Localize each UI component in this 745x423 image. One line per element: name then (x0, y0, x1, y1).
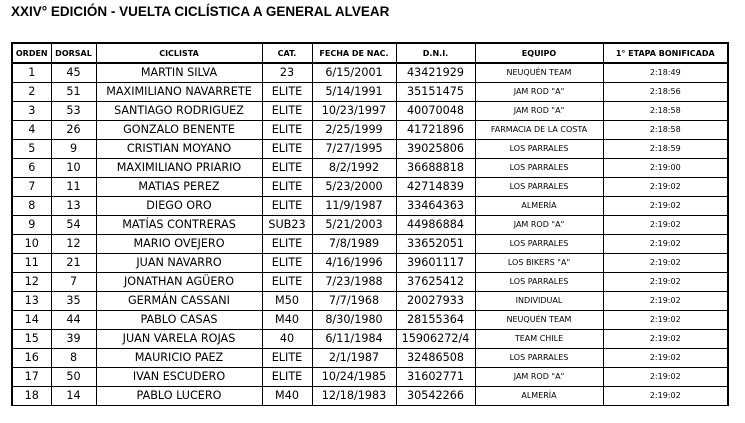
cell-orden: 14 (12, 311, 51, 330)
cell-dorsal: 45 (51, 63, 96, 83)
page-title: XXIV° EDICIÓN - VUELTA CICLÍSTICA A GENERAL ALVEAR (11, 4, 390, 19)
cell-fecha: 6/11/1984 (312, 330, 396, 349)
cell-etapa: 2:19:00 (603, 159, 728, 178)
cell-dorsal: 10 (51, 159, 96, 178)
cell-cat: ELITE (262, 178, 312, 197)
cell-dni: 33464363 (396, 197, 475, 216)
cell-dorsal: 9 (51, 140, 96, 159)
cell-ciclista: CRISTIAN MOYANO (96, 140, 262, 159)
cell-fecha: 8/30/1980 (312, 311, 396, 330)
cell-dorsal: 39 (51, 330, 96, 349)
cell-equipo: TEAM CHILE (475, 330, 603, 349)
cell-orden: 7 (12, 178, 51, 197)
cell-fecha: 8/2/1992 (312, 159, 396, 178)
cell-cat: ELITE (262, 368, 312, 387)
cell-dni: 15906272/4 (396, 330, 475, 349)
cell-equipo: LOS PARRALES (475, 349, 603, 368)
cell-orden: 16 (12, 349, 51, 368)
cell-ciclista: PABLO CASAS (96, 311, 262, 330)
cell-dni: 20027933 (396, 292, 475, 311)
table-header-row (12, 43, 728, 63)
cell-orden: 6 (12, 159, 51, 178)
cell-cat: M40 (262, 311, 312, 330)
cell-dni: 31602771 (396, 368, 475, 387)
cell-etapa: 2:19:02 (603, 197, 728, 216)
cell-dni: 33652051 (396, 235, 475, 254)
cell-equipo: LOS PARRALES (475, 140, 603, 159)
table-row (12, 178, 728, 197)
cell-etapa: 2:19:02 (603, 273, 728, 292)
cell-orden: 10 (12, 235, 51, 254)
cell-orden: 15 (12, 330, 51, 349)
cell-dni: 42714839 (396, 178, 475, 197)
table-row (12, 216, 728, 235)
cell-dorsal: 51 (51, 83, 96, 102)
cell-ciclista: MAXIMILIANO PRIARIO (96, 159, 262, 178)
cell-ciclista: GONZALO BENENTE (96, 121, 262, 140)
table-row (12, 83, 728, 102)
cell-orden: 5 (12, 140, 51, 159)
cell-fecha: 2/25/1999 (312, 121, 396, 140)
cell-etapa: 2:19:02 (603, 368, 728, 387)
cell-ciclista: MAURICIO PAEZ (96, 349, 262, 368)
table-row (12, 140, 728, 159)
cell-orden: 3 (12, 102, 51, 121)
cell-dorsal: 50 (51, 368, 96, 387)
cell-dorsal: 13 (51, 197, 96, 216)
cell-equipo: ALMERÍA (475, 197, 603, 216)
table-row (12, 254, 728, 273)
cell-etapa: 2:19:02 (603, 349, 728, 368)
cell-cat: ELITE (262, 349, 312, 368)
cell-cat: 40 (262, 330, 312, 349)
cell-dorsal: 7 (51, 273, 96, 292)
cell-fecha: 5/14/1991 (312, 83, 396, 102)
header-orden: ORDEN (12, 43, 51, 63)
cell-cat: 23 (262, 63, 312, 83)
cell-orden: 8 (12, 197, 51, 216)
cell-etapa: 2:19:02 (603, 254, 728, 273)
cell-ciclista: GERMÁN CASSANI (96, 292, 262, 311)
header-etapa: 1° ETAPA BONIFICADA (603, 43, 728, 63)
cell-fecha: 7/27/1995 (312, 140, 396, 159)
header-dni: D.N.I. (396, 43, 475, 63)
cell-equipo: JAM ROD "A" (475, 368, 603, 387)
table-row (12, 349, 728, 368)
cell-dorsal: 53 (51, 102, 96, 121)
table-row (12, 368, 728, 387)
table-row (12, 121, 728, 140)
cell-ciclista: JONATHAN AGÜERO (96, 273, 262, 292)
cell-etapa: 2:19:02 (603, 178, 728, 197)
cell-etapa: 2:18:56 (603, 83, 728, 102)
cell-dorsal: 11 (51, 178, 96, 197)
cell-orden: 11 (12, 254, 51, 273)
cell-orden: 2 (12, 83, 51, 102)
cell-dorsal: 54 (51, 216, 96, 235)
cell-etapa: 2:19:02 (603, 330, 728, 349)
cell-fecha: 2/1/1987 (312, 349, 396, 368)
cell-etapa: 2:19:02 (603, 292, 728, 311)
cell-ciclista: MATÍAS CONTRERAS (96, 216, 262, 235)
header-dorsal: DORSAL (51, 43, 96, 63)
cell-fecha: 10/24/1985 (312, 368, 396, 387)
cell-ciclista: MARIO OVEJERO (96, 235, 262, 254)
cell-cat: ELITE (262, 254, 312, 273)
cell-etapa: 2:18:59 (603, 140, 728, 159)
cell-fecha: 7/7/1968 (312, 292, 396, 311)
cell-equipo: LOS PARRALES (475, 273, 603, 292)
table-row (12, 235, 728, 254)
table-row (12, 311, 728, 330)
cell-ciclista: IVAN ESCUDERO (96, 368, 262, 387)
cell-equipo: NEUQUÉN TEAM (475, 311, 603, 330)
cell-fecha: 11/9/1987 (312, 197, 396, 216)
cell-fecha: 6/15/2001 (312, 63, 396, 83)
cell-orden: 1 (12, 63, 51, 83)
table-row (12, 159, 728, 178)
cell-ciclista: MAXIMILIANO NAVARRETE (96, 83, 262, 102)
table-row (12, 292, 728, 311)
cell-orden: 17 (12, 368, 51, 387)
cell-orden: 9 (12, 216, 51, 235)
cell-ciclista: JUAN VARELA ROJAS (96, 330, 262, 349)
cell-equipo: INDIVIDUAL (475, 292, 603, 311)
cell-cat: ELITE (262, 197, 312, 216)
cell-equipo: ALMERÍA (475, 387, 603, 406)
cell-fecha: 4/16/1996 (312, 254, 396, 273)
header-fecha: FECHA DE NAC. (312, 43, 396, 63)
cell-cat: M40 (262, 387, 312, 406)
cell-cat: ELITE (262, 273, 312, 292)
table-row (12, 330, 728, 349)
cell-fecha: 7/8/1989 (312, 235, 396, 254)
cell-cat: SUB23 (262, 216, 312, 235)
cell-fecha: 5/21/2003 (312, 216, 396, 235)
cell-cat: ELITE (262, 121, 312, 140)
cell-cat: ELITE (262, 235, 312, 254)
cell-etapa: 2:19:02 (603, 235, 728, 254)
cell-cat: ELITE (262, 83, 312, 102)
cell-fecha: 12/18/1983 (312, 387, 396, 406)
cell-equipo: JAM ROD "A" (475, 102, 603, 121)
cell-equipo: LOS PARRALES (475, 159, 603, 178)
cell-cat: M50 (262, 292, 312, 311)
header-ciclista: CICLISTA (96, 43, 262, 63)
header-cat: CAT. (262, 43, 312, 63)
cell-dorsal: 12 (51, 235, 96, 254)
cell-ciclista: JUAN NAVARRO (96, 254, 262, 273)
cell-ciclista: MATIAS PEREZ (96, 178, 262, 197)
cell-dni: 36688818 (396, 159, 475, 178)
cell-dorsal: 21 (51, 254, 96, 273)
cell-dni: 43421929 (396, 63, 475, 83)
cell-dni: 40070048 (396, 102, 475, 121)
cell-orden: 12 (12, 273, 51, 292)
cell-equipo: FARMACIA DE LA COSTA (475, 121, 603, 140)
cell-fecha: 7/23/1988 (312, 273, 396, 292)
cell-dni: 39601117 (396, 254, 475, 273)
cell-etapa: 2:19:02 (603, 216, 728, 235)
cell-etapa: 2:18:58 (603, 102, 728, 121)
cell-fecha: 5/23/2000 (312, 178, 396, 197)
cell-ciclista: SANTIAGO RODRIGUEZ (96, 102, 262, 121)
cell-dni: 35151475 (396, 83, 475, 102)
cell-equipo: JAM ROD "A" (475, 216, 603, 235)
table-row (12, 387, 728, 406)
cell-cat: ELITE (262, 102, 312, 121)
cell-ciclista: DIEGO ORO (96, 197, 262, 216)
cell-equipo: LOS PARRALES (475, 235, 603, 254)
cell-orden: 4 (12, 121, 51, 140)
table-row (12, 197, 728, 216)
cell-etapa: 2:18:58 (603, 121, 728, 140)
cell-ciclista: MARTIN SILVA (96, 63, 262, 83)
table-body (12, 63, 728, 406)
cell-dni: 44986884 (396, 216, 475, 235)
cell-orden: 18 (12, 387, 51, 406)
cell-dorsal: 26 (51, 121, 96, 140)
cell-orden: 13 (12, 292, 51, 311)
cell-cat: ELITE (262, 140, 312, 159)
cell-cat: ELITE (262, 159, 312, 178)
cell-etapa: 2:18:49 (603, 63, 728, 83)
cell-etapa: 2:19:02 (603, 311, 728, 330)
cell-etapa: 2:19:02 (603, 387, 728, 406)
cell-dni: 39025806 (396, 140, 475, 159)
table-row (12, 63, 728, 83)
cell-dni: 41721896 (396, 121, 475, 140)
table-row (12, 102, 728, 121)
cell-dni: 32486508 (396, 349, 475, 368)
cell-dni: 37625412 (396, 273, 475, 292)
cell-fecha: 10/23/1997 (312, 102, 396, 121)
cell-dorsal: 44 (51, 311, 96, 330)
header-equipo: EQUIPO (475, 43, 603, 63)
cell-ciclista: PABLO LUCERO (96, 387, 262, 406)
cell-dorsal: 35 (51, 292, 96, 311)
cell-equipo: NEUQUÉN TEAM (475, 63, 603, 83)
cell-equipo: LOS PARRALES (475, 178, 603, 197)
cell-dni: 30542266 (396, 387, 475, 406)
cell-dorsal: 14 (51, 387, 96, 406)
table-row (12, 273, 728, 292)
cell-dni: 28155364 (396, 311, 475, 330)
cell-equipo: LOS BIKERS "A" (475, 254, 603, 273)
cell-dorsal: 8 (51, 349, 96, 368)
cell-equipo: JAM ROD "A" (475, 83, 603, 102)
results-table (11, 42, 729, 406)
